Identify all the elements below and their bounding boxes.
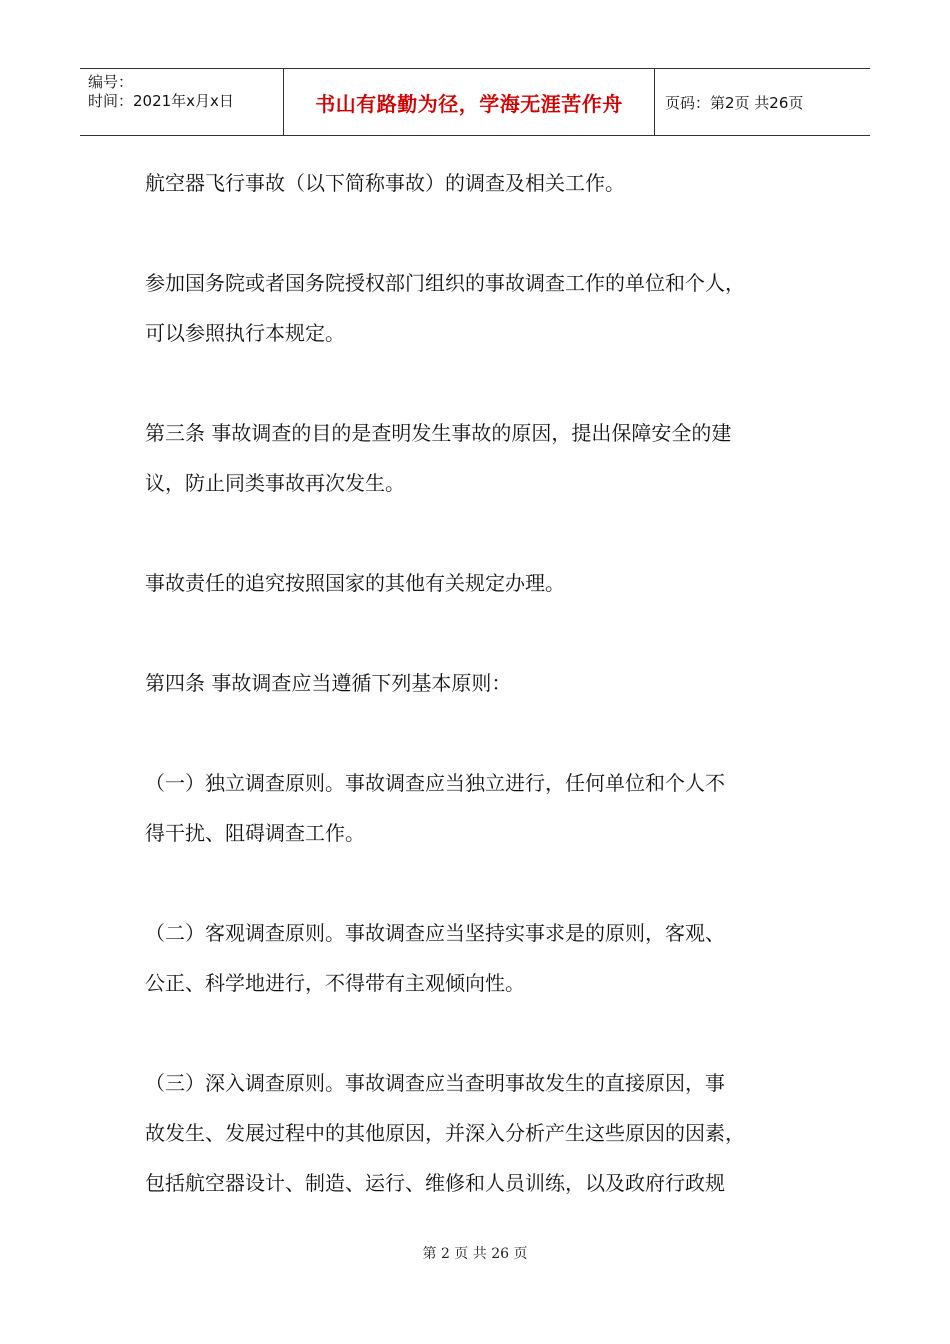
page-footer: 第 2 页 共 26 页 xyxy=(422,1246,528,1262)
document-number-label: 编号： xyxy=(88,73,134,91)
document-body xyxy=(145,158,825,1258)
paragraph xyxy=(145,908,825,1008)
text-line: 得干扰、阻碍调查工作。 xyxy=(145,821,365,845)
paragraph xyxy=(145,658,825,708)
header-motto: 书山有路勤为径，学海无涯苦作舟 xyxy=(283,69,655,135)
paragraph xyxy=(145,558,825,608)
paragraph xyxy=(145,258,825,358)
page-header xyxy=(80,68,870,136)
text-line: 第四条 事故调查应当遵循下列基本原则： xyxy=(145,671,512,695)
text-line: 航空器飞行事故（以下简称事故）的调查及相关工作。 xyxy=(145,171,625,195)
paragraph xyxy=(145,408,825,508)
text-line: （一）独立调查原则。事故调查应当独立进行，任何单位和个人不 xyxy=(145,771,725,795)
text-line: （二）客观调查原则。事故调查应当坚持实事求是的原则，客观、 xyxy=(145,921,725,945)
paragraph xyxy=(145,158,825,208)
text-line: 第三条 事故调查的目的是查明发生事故的原因，提出保障安全的建 xyxy=(145,421,732,445)
text-line: 议，防止同类事故再次发生。 xyxy=(145,471,405,495)
text-line: 公正、科学地进行，不得带有主观倾向性。 xyxy=(145,971,525,995)
paragraph xyxy=(145,1058,825,1208)
paragraph xyxy=(145,758,825,858)
document-date-label: 时间：2021年x月x日 xyxy=(88,92,234,110)
header-page-info: 页码：第2页 共26页 xyxy=(665,93,804,112)
text-line: 可以参照执行本规定。 xyxy=(145,321,345,345)
text-line: 参加国务院或者国务院授权部门组织的事故调查工作的单位和个人， xyxy=(145,271,745,295)
text-line: 故发生、发展过程中的其他原因，并深入分析产生这些原因的因素， xyxy=(145,1121,745,1145)
text-line: 事故责任的追究按照国家的其他有关规定办理。 xyxy=(145,571,565,595)
text-line: （三）深入调查原则。事故调查应当查明事故发生的直接原因，事 xyxy=(145,1071,725,1095)
header-meta xyxy=(80,69,283,135)
text-line: 包括航空器设计、制造、运行、维修和人员训练，以及政府行政规 xyxy=(145,1171,725,1195)
